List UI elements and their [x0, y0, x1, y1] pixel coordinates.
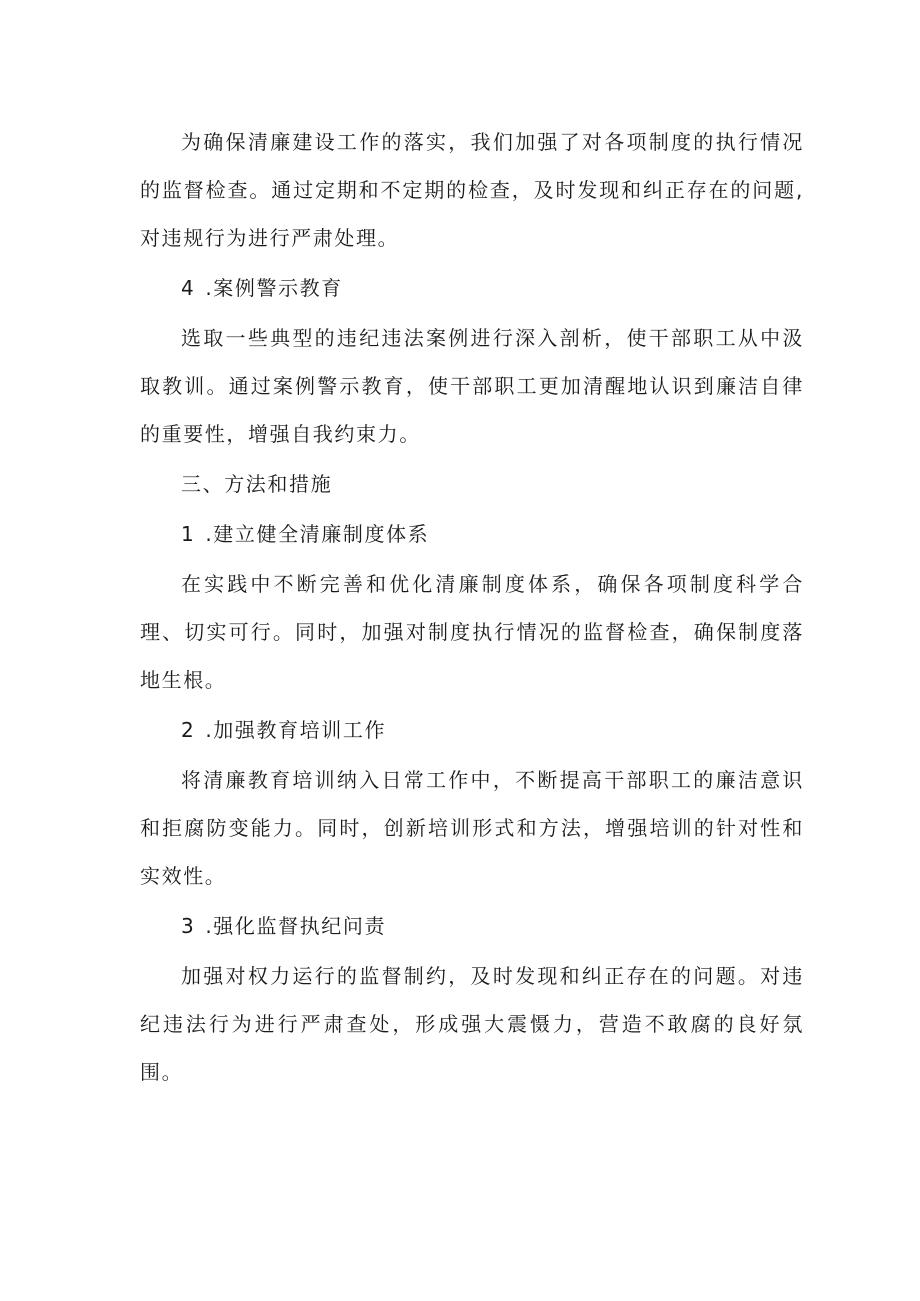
heading-text: .案例警示教育 — [205, 276, 343, 300]
heading-number: 3 — [181, 914, 196, 938]
paragraph-accountability: 加强对权力运行的监督制约，及时发现和纠正存在的问题。对违纪违法行为进行严肃查处，形成强大震慑力，营造不敢腐的良好氛围。 — [140, 964, 804, 1084]
heading-accountability — [140, 902, 804, 950]
heading-number: 4 — [181, 276, 196, 300]
paragraph-training: 将清廉教育培训纳入日常工作中，不断提高干部职工的廉洁意识和拒腐防变能力。同时，创新培训形式和方法，增强培训的针对性和实效性。 — [140, 768, 804, 888]
heading-text: .建立健全清廉制度体系 — [205, 522, 430, 546]
section-title-methods: 三、方法和措施 — [181, 472, 333, 496]
heading-case-warning — [140, 264, 804, 312]
paragraph-system-building: 在实践中不断完善和优化清廉制度体系，确保各项制度科学合理、切实可行。同时，加强对制度执行情况的监督检查，确保制度落地生根。 — [140, 572, 804, 692]
document-body — [140, 118, 804, 1098]
heading-text: .加强教育培训工作 — [205, 718, 387, 742]
paragraph-case-warning: 选取一些典型的违纪违法案例进行深入剖析，使干部职工从中汲取教训。通过案例警示教育，使干部职工更加清醒地认识到廉洁自律的重要性，增强自我约束力。 — [140, 326, 804, 446]
heading-text: .强化监督执纪问责 — [205, 914, 387, 938]
heading-number: 2 — [181, 718, 196, 742]
paragraph-supervision: 为确保清廉建设工作的落实，我们加强了对各项制度的执行情况的监督检查。通过定期和不定期的检查，及时发现和纠正存在的问题,对违规行为进行严肃处理。 — [140, 130, 804, 250]
heading-training — [140, 706, 804, 754]
heading-system-building — [140, 510, 804, 558]
heading-number: 1 — [181, 522, 196, 546]
